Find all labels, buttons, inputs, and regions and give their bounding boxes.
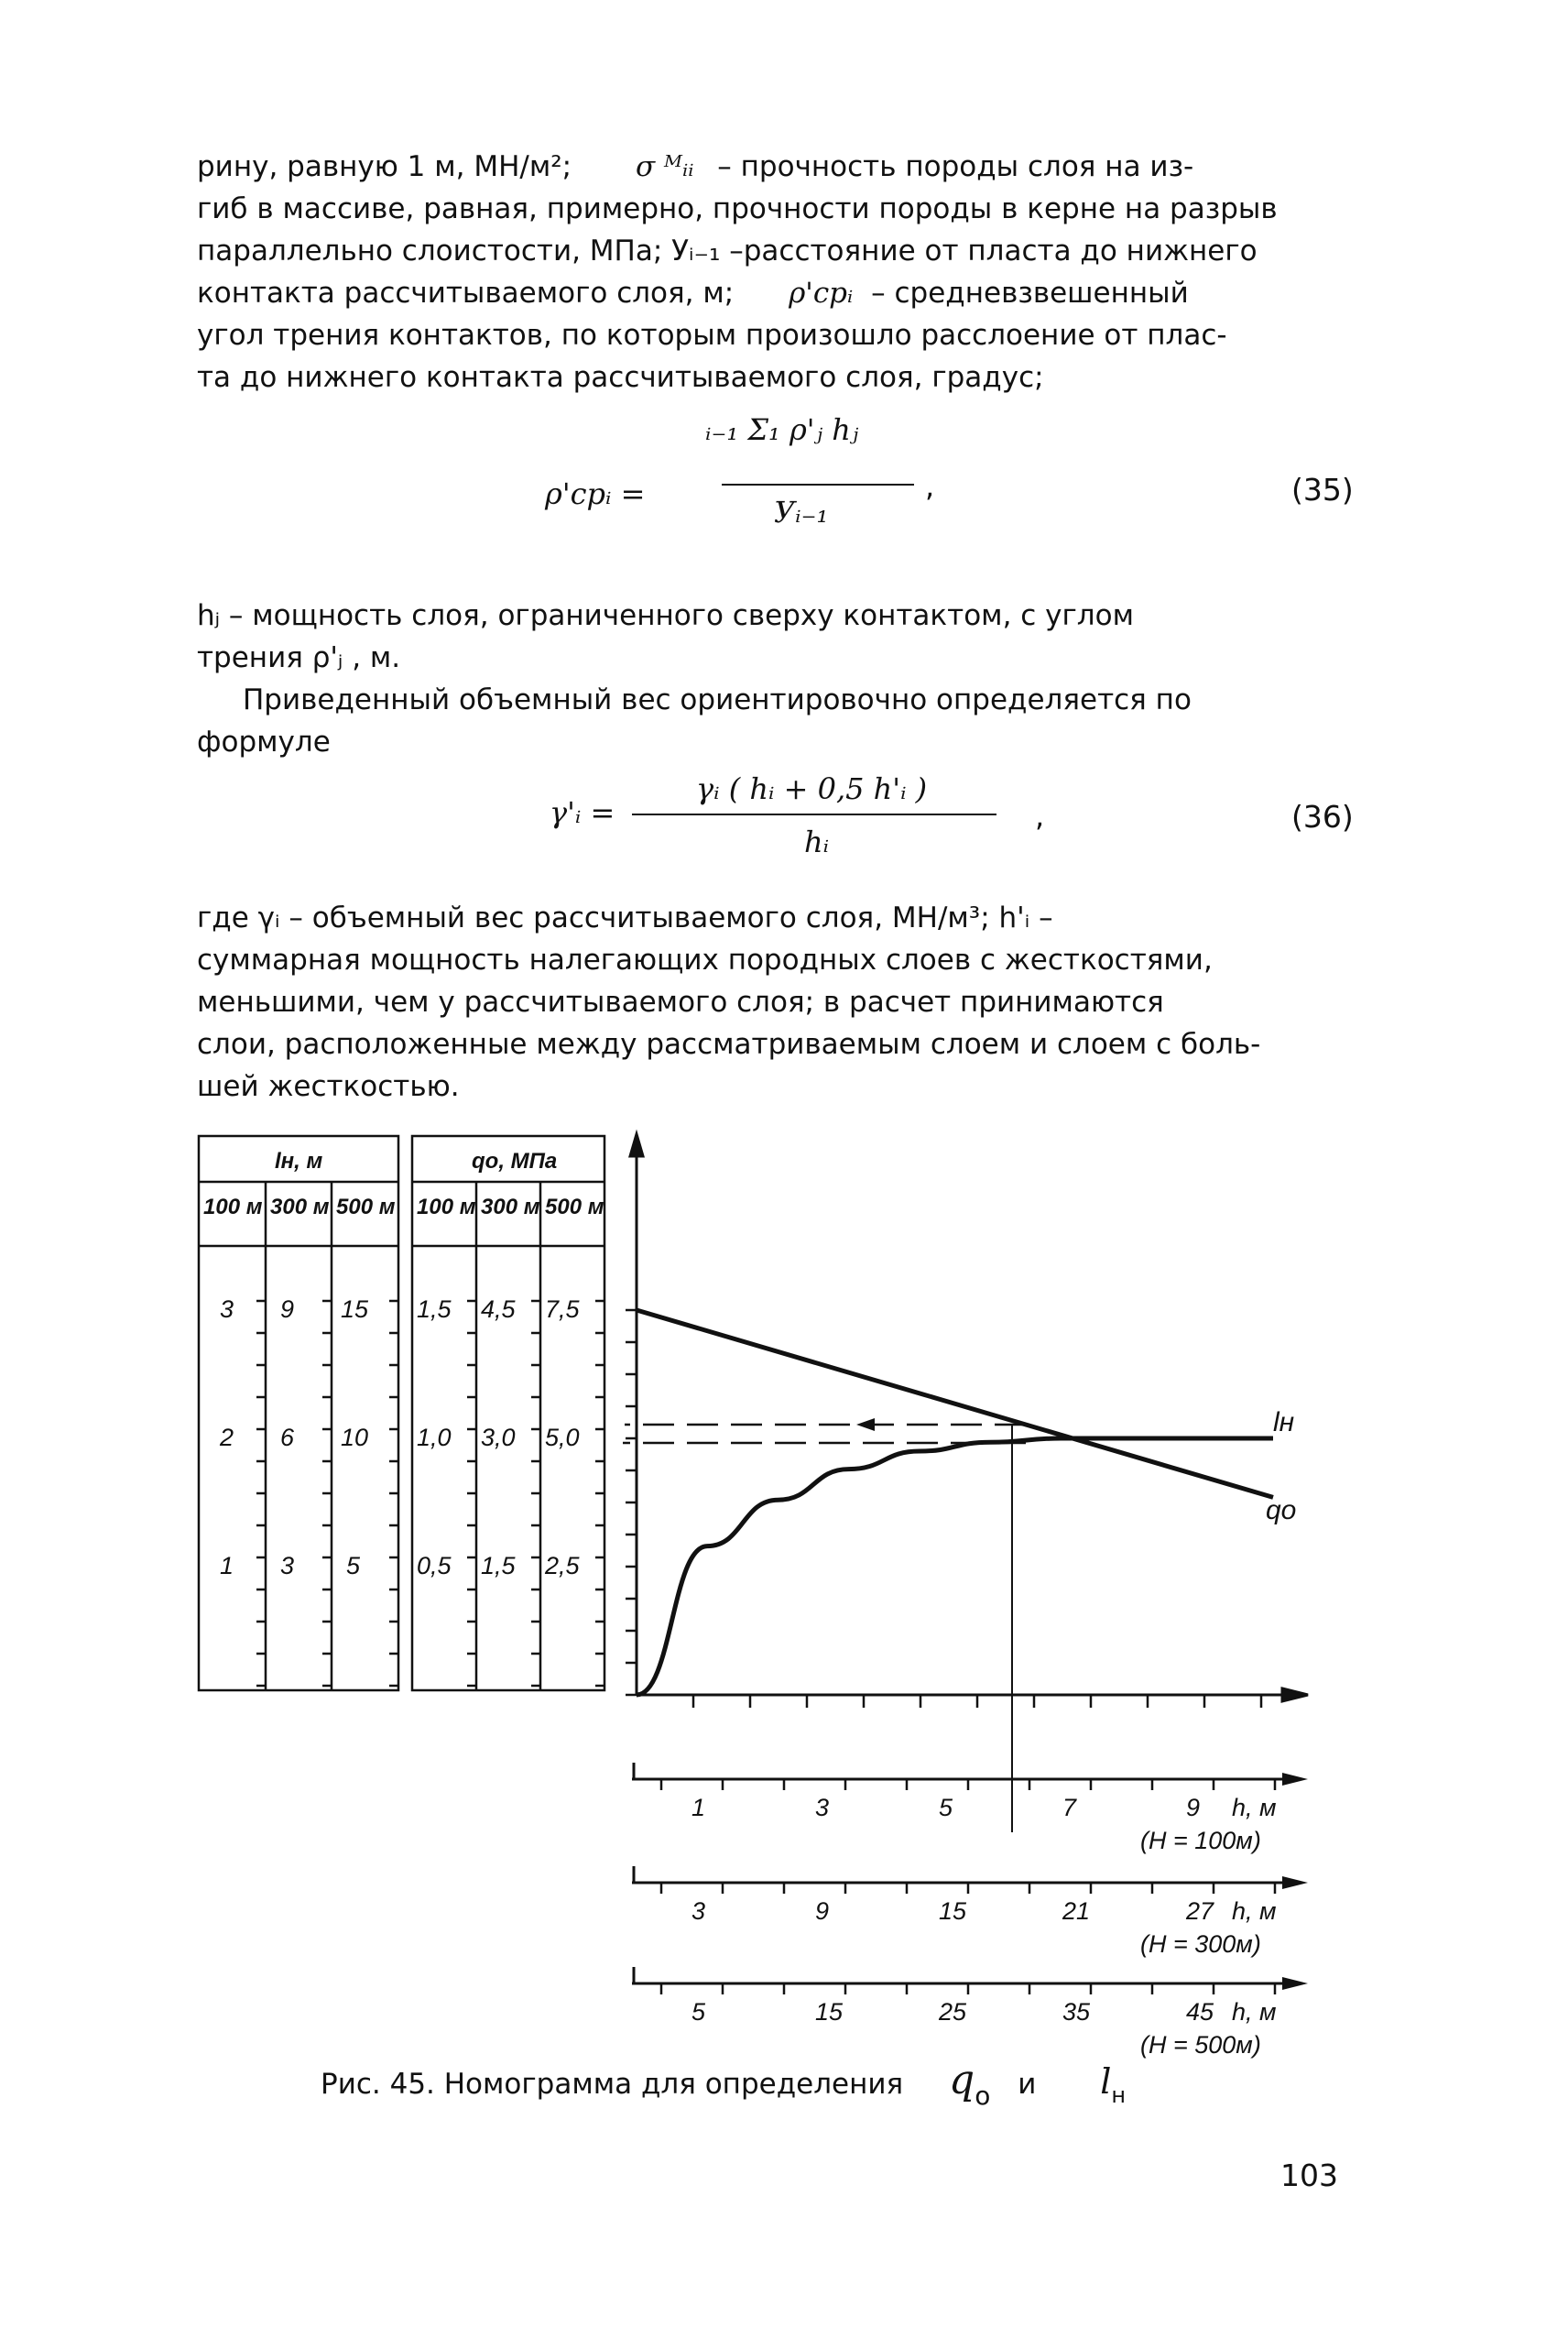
projection-arrow: [856, 1418, 875, 1431]
x-axis-1-unit-label: h, м: [1232, 1794, 1277, 1821]
q0-col-500: 500 м: [545, 1195, 604, 1219]
para2-line2: трения ρ'ⱼ , м.: [197, 641, 401, 674]
para1-line3: параллельно слоистости, МПа; Уᵢ₋₁ –расстояние от пласта до нижнего: [197, 235, 1258, 268]
y-axis-arrow: [630, 1134, 643, 1156]
ln-col-500: 500 м: [336, 1195, 396, 1219]
curve-label-q0: qо: [1266, 1495, 1297, 1525]
x-axis-1-tick-label: 9: [1186, 1794, 1201, 1821]
x-axis-2-tick-label: 27: [1186, 1897, 1214, 1925]
x-axis-2-unit-label: h, м: [1232, 1897, 1277, 1925]
ln-300-tick-3: 3: [280, 1552, 295, 1579]
x-axis-2-note: (H = 300м): [1140, 1930, 1261, 1958]
ln-300-tick-6: 6: [280, 1424, 295, 1451]
eq35-lhs: ρ'срᵢ =: [545, 476, 646, 511]
q0-500-tick-7-5: 7,5: [545, 1295, 580, 1323]
para2-line1: hⱼ – мощность слоя, ограниченного сверху контактом, с углом: [197, 599, 1134, 632]
para1-line4: контакта рассчитываемого слоя, м; ρ'срᵢ – средневзвешенный: [197, 277, 1189, 310]
para1-line2: гиб в массиве, равная, примерно, прочности породы в керне на разрыв: [197, 192, 1278, 225]
q0-100-tick-1-5: 1,5: [417, 1295, 452, 1323]
para4-line1: где γᵢ – объемный вес рассчитываемого слоя, МН/м³; h'ᵢ –: [197, 901, 1053, 934]
para3-line1: Приведенный объемный вес ориентировочно определяется по: [243, 683, 1192, 716]
x-axis-arrow-2: [1282, 1876, 1308, 1889]
series-ln-curve: [637, 1438, 1273, 1695]
ln-table-header: lн, м: [275, 1149, 323, 1174]
q0-500-tick-5-0: 5,0: [545, 1424, 580, 1451]
para4-line4: слои, расположенные между рассматриваемым слоем и слоем с боль-: [197, 1028, 1261, 1061]
q0-300-tick-1-5: 1,5: [481, 1552, 516, 1579]
ln-500-tick-5: 5: [346, 1552, 361, 1579]
para4-line5: шей жесткостью.: [197, 1070, 460, 1103]
eq36-number: (36): [1291, 799, 1354, 835]
q0-500-tick-2-5: 2,5: [545, 1552, 580, 1579]
para4-line2: суммарная мощность налегающих породных слоев с жесткостями,: [197, 944, 1213, 977]
x-axis-2-tick-label: 21: [1062, 1897, 1091, 1925]
x-axis-3-tick-label: 45: [1186, 1998, 1214, 2026]
para1-line1: рину, равную 1 м, МН/м²; σ ᴹᵢᵢ – прочность породы слоя на из-: [197, 150, 1194, 183]
q0-100-tick-1-0: 1,0: [417, 1424, 452, 1451]
eq36-lhs: γ'ᵢ =: [550, 795, 615, 830]
x-axis-2-tick-label: 15: [939, 1897, 967, 1925]
x-axis-2-tick-label: 3: [691, 1897, 706, 1925]
para3-line2: формуле: [197, 726, 331, 759]
q0-300-tick-4-5: 4,5: [481, 1295, 516, 1323]
ln-500-tick-10: 10: [341, 1424, 369, 1451]
x-axis-2-tick-label: 9: [815, 1897, 830, 1925]
ln-100-tick-1: 1: [220, 1552, 234, 1579]
q0-table-header: qо, МПа: [472, 1149, 558, 1174]
q0-300-tick-3-0: 3,0: [481, 1424, 516, 1451]
eq35-number: (35): [1291, 472, 1354, 508]
eq35-denominator: Уᵢ₋₁: [774, 495, 829, 530]
ln-100-tick-3: 3: [220, 1295, 234, 1323]
ln-100-tick-2: 2: [220, 1424, 234, 1451]
para4-line3: меньшими, чем у рассчитываемого слоя; в расчет принимаются: [197, 986, 1164, 1019]
eq36-denominator: hᵢ: [804, 825, 830, 859]
curve-label-ln: lн: [1273, 1407, 1295, 1437]
q0-col-100: 100 м: [417, 1195, 476, 1219]
eq36-comma: ,: [1035, 799, 1045, 834]
series-q0-line: [637, 1310, 1273, 1497]
figure-caption: Рис. 45. Номограмма для определения qо и $l_н$: [321, 2057, 1127, 2111]
q0-col-300: 300 м: [481, 1195, 540, 1219]
eq35-numerator: ᵢ₋₁ Σ₁ ρ'ⱼ hⱼ: [705, 412, 859, 447]
page-number: 103: [1280, 2158, 1338, 2193]
ln-500-tick-15: 15: [341, 1295, 369, 1323]
ln-col-300: 300 м: [270, 1195, 330, 1219]
eq35-comma: ,: [925, 469, 935, 504]
x-axis-arrow-3: [1282, 1977, 1308, 1990]
para1-line6: та до нижнего контакта рассчитываемого слоя, градус;: [197, 361, 1044, 394]
x-axis-1-tick-label: 1: [691, 1794, 706, 1821]
ln-300-tick-9: 9: [280, 1295, 295, 1323]
x-axis-3-unit-label: h, м: [1232, 1998, 1277, 2026]
x-axis-3-tick-label: 5: [691, 1998, 706, 2026]
x-axis-3-tick-label: 35: [1062, 1998, 1091, 2026]
x-axis-3-tick-label: 15: [815, 1998, 844, 2026]
x-axis-arrow: [1282, 1688, 1308, 1701]
x-axis-3-tick-label: 25: [939, 1998, 967, 2026]
x-axis-arrow-1: [1282, 1773, 1308, 1786]
para1-line5: угол трения контактов, по которым произошло расслоение от плас-: [197, 319, 1227, 352]
x-axis-1-tick-label: 3: [815, 1794, 830, 1821]
x-axis-3-note: (H = 500м): [1140, 2031, 1261, 2059]
ln-col-100: 100 м: [203, 1195, 263, 1219]
eq36-numerator: γᵢ ( hᵢ + 0,5 h'ᵢ ): [696, 771, 928, 806]
q0-100-tick-0-5: 0,5: [417, 1552, 452, 1579]
x-axis-1-tick-label: 7: [1062, 1794, 1077, 1821]
x-axis-1-tick-label: 5: [939, 1794, 953, 1821]
x-axis-1-note: (H = 100м): [1140, 1827, 1261, 1854]
